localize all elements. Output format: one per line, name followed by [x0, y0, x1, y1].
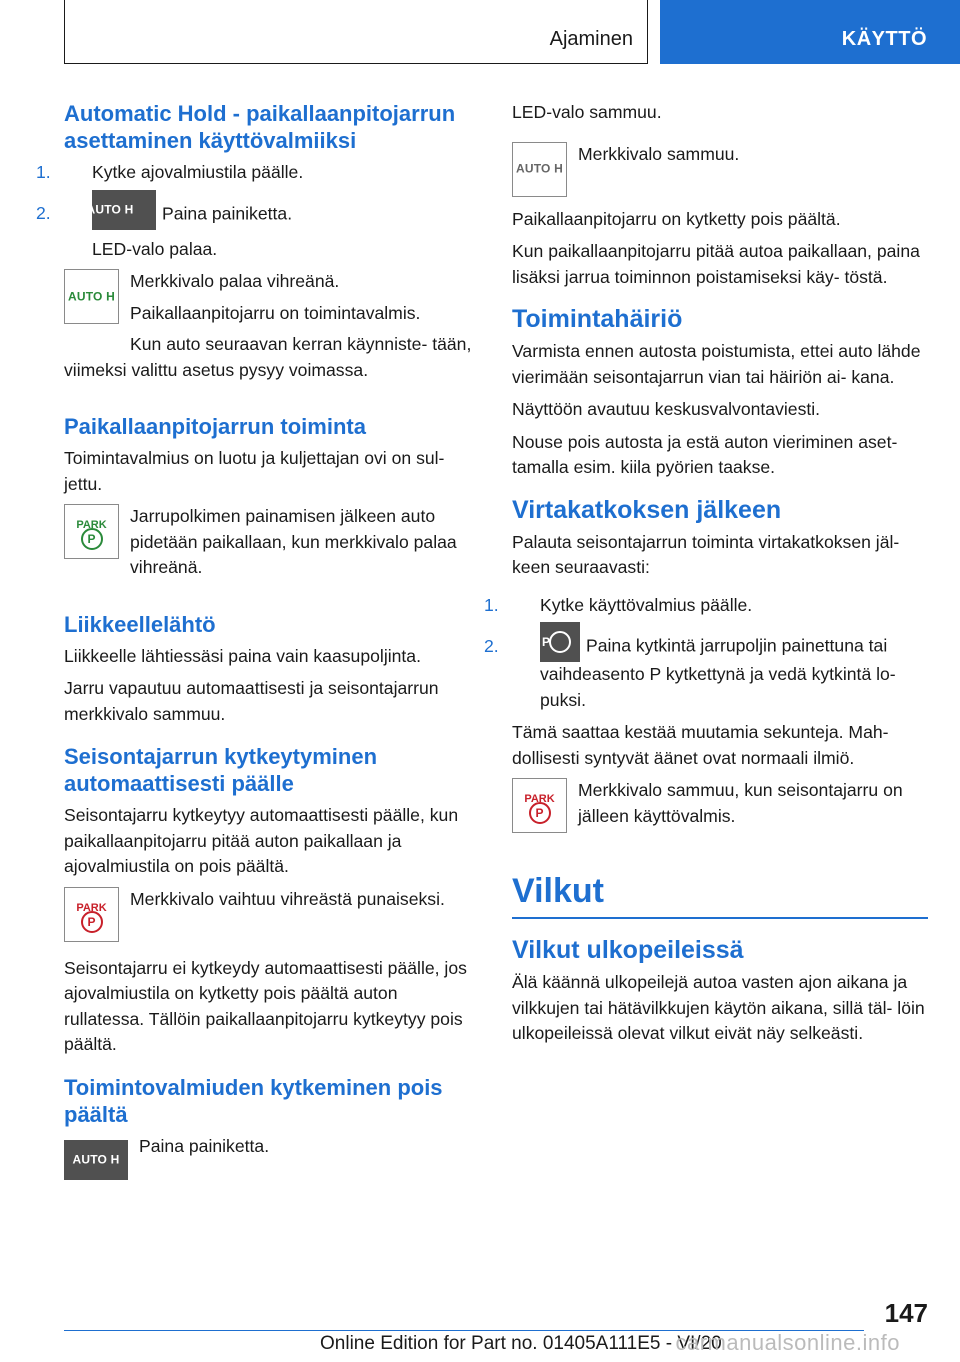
power-step-2 [484, 632, 928, 713]
step-1-number: 1. [36, 162, 51, 182]
step-1 [36, 160, 480, 186]
power-step-2-text: Paina kytkintä jarrupoljin painettuna tai vaihdeasento P kytkettynä ja vedä kytkintä lo- puksi. [540, 635, 896, 710]
heading-auto-hold: Automatic Hold - paikallaanpitojarrun asettaminen käyttövalmiiksi [64, 101, 456, 153]
auto-h-indicator-label: AUTO H [516, 161, 563, 176]
power-step-1-number: 1. [484, 594, 499, 615]
heading-indicators: Vilkut [512, 872, 604, 910]
engage-icon-text: Merkkivalo vaihtuu vihreästä punaiseksi. [130, 888, 445, 909]
engage-icon-row [64, 887, 480, 942]
auto-h-button-icon [64, 1140, 128, 1180]
p-symbol: P [549, 631, 571, 653]
ready-icon-row [512, 778, 928, 835]
park-label: PARK [524, 793, 555, 805]
auto-h-indicator-icon [64, 269, 119, 324]
off-text: Paikallaanpitojarru on kytketty pois päältä. [512, 208, 841, 229]
step-2-number: 2. [36, 203, 51, 224]
header-section-title: Ajaminen [549, 28, 633, 50]
right-column [484, 100, 928, 1054]
header-section-box [64, 0, 648, 64]
heading-function: Paikallaanpitojarrun toiminta [64, 414, 366, 439]
function-text: Toimintavalmius on luotu ja kuljettajan ovi on sul- jettu. [64, 448, 445, 494]
drive-off-text-1: Liikkeelle lähtiessäsi paina vain kaasupoljinta. [64, 645, 421, 666]
power-step-1 [484, 593, 928, 619]
led-off-text: LED-valo sammuu. [512, 102, 662, 122]
page-number: 147 [884, 1298, 928, 1328]
auto-h-indicator-label: AUTO H [68, 288, 115, 303]
watermark: carmanualsonline.info [675, 1330, 900, 1355]
p-symbol: P [81, 528, 103, 550]
p-symbol: P [529, 802, 551, 824]
park-red-icon [512, 778, 567, 833]
park-red-icon [64, 887, 119, 942]
power-step-2-number: 2. [484, 635, 499, 656]
function-icon-row [64, 504, 480, 587]
left-column [36, 100, 480, 1190]
step-2-text: Paina painiketta. [162, 203, 293, 224]
power-text: Palauta seisontajarrun toiminta virtakatkoksen jäl- keen seuraavasti: [512, 531, 900, 577]
heading-disable: Toimintovalmiuden kytkeminen pois päältä [64, 1074, 443, 1127]
indicator-off-text: Merkkivalo sammuu. [578, 143, 740, 164]
heading-drive-off: Liikkeellelähtö [64, 611, 216, 637]
next-time-text: Kun auto seuraavan kerran käynniste- tään, viimeksi valittu asetus pysyy voimassa. [64, 334, 472, 380]
led-on-text: LED-valo palaa. [92, 238, 218, 259]
auto-h-label: AUTO H [72, 1151, 120, 1166]
auto-h-button-icon [86, 190, 156, 230]
no-engage-text: Seisontajarru ei kytkeydy automaattisesti päälle, jos ajovalmiustila on kytketty pois päältä auton rullatessa. Tällöin paikallaanpitojarru kytkeytyy pois päältä. [64, 957, 467, 1054]
auto-h-off-indicator-icon [512, 142, 567, 197]
function-icon-text: Jarrupolkimen painamisen jälkeen auto pidetään paikallaan, kun merkkivalo palaa vihreänä. [130, 506, 457, 577]
heading-auto-engage: Seisontajarrun kytkeytyminen automaattisesti päälle [64, 744, 378, 796]
p-switch-icon [540, 622, 580, 662]
disable-text: Paina painiketta. [139, 1135, 270, 1156]
ready-icon-text: Merkkivalo sammuu, kun seisontajarru on jälleen käyttövalmis. [578, 780, 903, 826]
engage-text: Seisontajarru kytkeytyy automaattisesti päälle, kun paikallaanpitojarru pitää auton paikallaan ja ajovalmiustila on pois päältä. [64, 805, 459, 876]
p-symbol: P [81, 911, 103, 933]
park-green-icon [64, 504, 119, 559]
indicator-off-row [512, 142, 928, 197]
heading-fault: Toimintahäiriö [512, 305, 683, 333]
header-chapter-title: KÄYTTÖ [841, 28, 927, 50]
auto-h-label: AUTO H [86, 201, 134, 216]
header-chapter-tab[interactable] [660, 0, 960, 64]
fault-text-1: Varmista ennen autosta poistumista, ettei auto lähde vierimään seisontajarrun vian tai häiriön ai- kana. [512, 341, 921, 387]
ready-text: Paikallaanpitojarru on toimintavalmis. [130, 302, 421, 323]
off-text-2: Kun paikallaanpitojarru pitää autoa paikallaan, paina lisäksi jarrua toiminnon poistamiseksi käy- töstä. [512, 241, 920, 287]
disable-icon-row [64, 1134, 480, 1180]
fault-text-3: Nouse pois autosta ja estä auton vieriminen aset- tamalla esim. kiila pyörien taakse. [512, 431, 898, 477]
edition-text: Online Edition for Part no. 01405A111E5 - VI/20 [320, 1333, 722, 1354]
heading-indicators-block [512, 871, 928, 919]
may-take-text: Tämä saattaa kestää muutamia sekunteja. Mah- dollisesti syntyvät äänet ovat normaali ilmiö. [512, 722, 889, 768]
power-step-1-text: Kytke käyttövalmius päälle. [540, 594, 753, 615]
indicator-green-text: Merkkivalo palaa vihreänä. [130, 271, 340, 291]
mirror-text: Älä käännä ulkopeilejä autoa vasten ajon aikana ja vilkkujen tai hätävilkkujen käytön aikana, sillä täl- löin ulkopeileissä olevat vilkut eivät näy selkeästi. [512, 972, 925, 1043]
indicator-green-row [64, 269, 480, 389]
heading-power: Virtakatkoksen jälkeen [512, 495, 782, 524]
step-1-text: Kytke ajovalmiustila päälle. [92, 162, 304, 182]
park-label: PARK [76, 519, 107, 531]
park-label: PARK [76, 901, 107, 914]
drive-off-text-2: Jarru vapautuu automaattisesti ja seisontajarrun merkkivalo sammuu. [64, 678, 439, 724]
heading-mirror: Vilkut ulkopeileissä [512, 936, 744, 964]
fault-text-2: Näyttöön avautuu keskusvalvontaviesti. [512, 399, 821, 419]
step-2 [36, 200, 480, 230]
